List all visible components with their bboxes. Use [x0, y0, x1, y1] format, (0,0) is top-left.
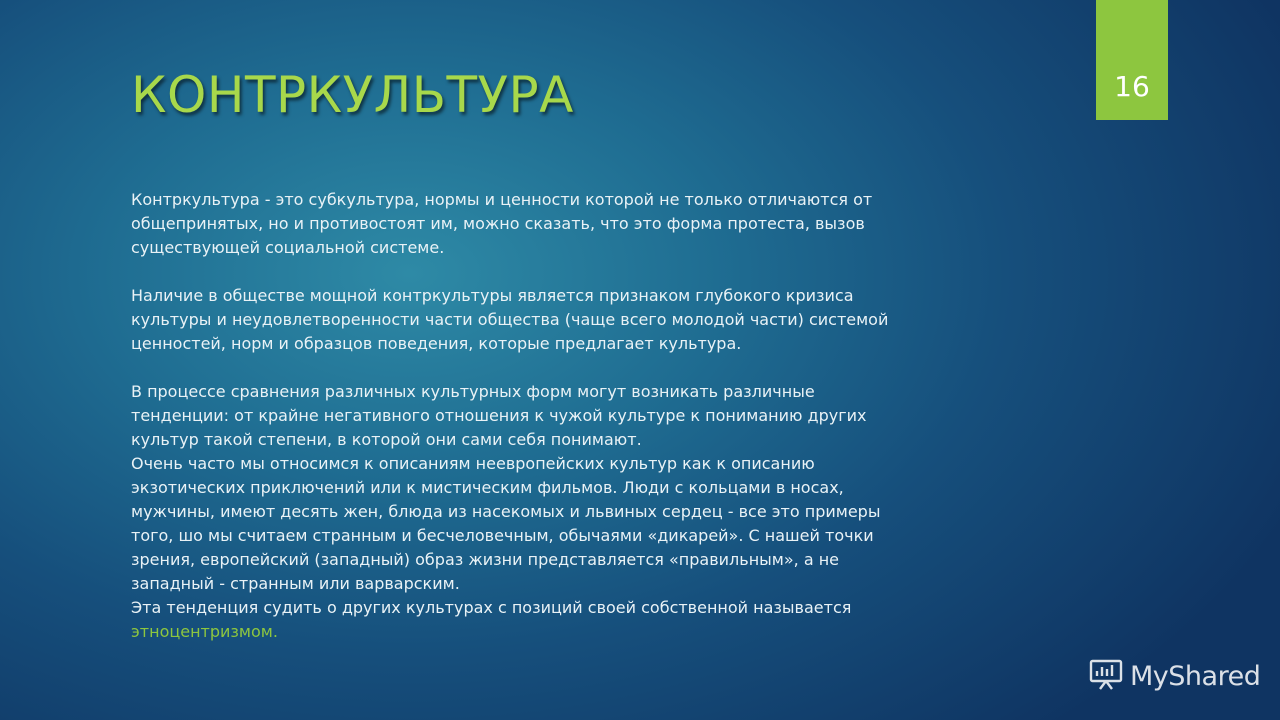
- slide-body: [131, 188, 1041, 644]
- presentation-icon: [1088, 656, 1124, 697]
- text-line: культур такой степени, в которой они сами себя понимают.: [131, 430, 642, 449]
- text-line: Контркультура - это субкультура, нормы и ценности которой не только отличаются от: [131, 190, 873, 209]
- text-line: существующей социальной системе.: [131, 238, 445, 257]
- paragraph-definition: [131, 188, 1041, 260]
- text-line: экзотических приключений или к мистическим фильмов. Люди с кольцами в носах,: [131, 478, 844, 497]
- text-line: В процессе сравнения различных культурных форм могут возникать различные: [131, 382, 815, 401]
- watermark: [1088, 656, 1260, 697]
- text-line: Эта тенденция судить о других культурах с позиций своей собственной называется: [131, 598, 852, 617]
- text-line: культуры и неудовлетворенности части общества (чаще всего молодой части) системой: [131, 310, 889, 329]
- slide-number: [1096, 0, 1168, 120]
- ethnocentrism-term: этноцентризмом.: [131, 622, 278, 641]
- text-line: ценностей, норм и образцов поведения, которые предлагает культура.: [131, 334, 742, 353]
- text-line: Очень часто мы относимся к описаниям неевропейских культур как к описанию: [131, 454, 815, 473]
- text-line: мужчины, имеют десять жен, блюда из насекомых и львиных сердец - все это примеры: [131, 502, 881, 521]
- slide-title: КОНТРКУЛЬТУРА: [131, 66, 574, 124]
- slide-number-text: 16: [1114, 70, 1150, 103]
- paragraph-examples: [131, 452, 1041, 596]
- paragraph-crisis: [131, 284, 1041, 356]
- text-line: того, шо мы считаем странным и бесчеловечным, обычаями «дикарей». С нашей точки: [131, 526, 874, 545]
- text-line: западный - странным или варварским.: [131, 574, 460, 593]
- text-line: зрения, европейский (западный) образ жизни представляется «правильным», а не: [131, 550, 840, 569]
- paragraph-comparison: [131, 380, 1041, 452]
- text-line: общепринятых, но и противостоят им, можно сказать, что это форма протеста, вызов: [131, 214, 865, 233]
- text-line: тенденции: от крайне негативного отношения к чужой культуре к пониманию других: [131, 406, 867, 425]
- watermark-text: MyShared: [1130, 661, 1261, 692]
- paragraph-ethnocentrism: [131, 596, 1041, 644]
- text-line: Наличие в обществе мощной контркультуры является признаком глубокого кризиса: [131, 286, 854, 305]
